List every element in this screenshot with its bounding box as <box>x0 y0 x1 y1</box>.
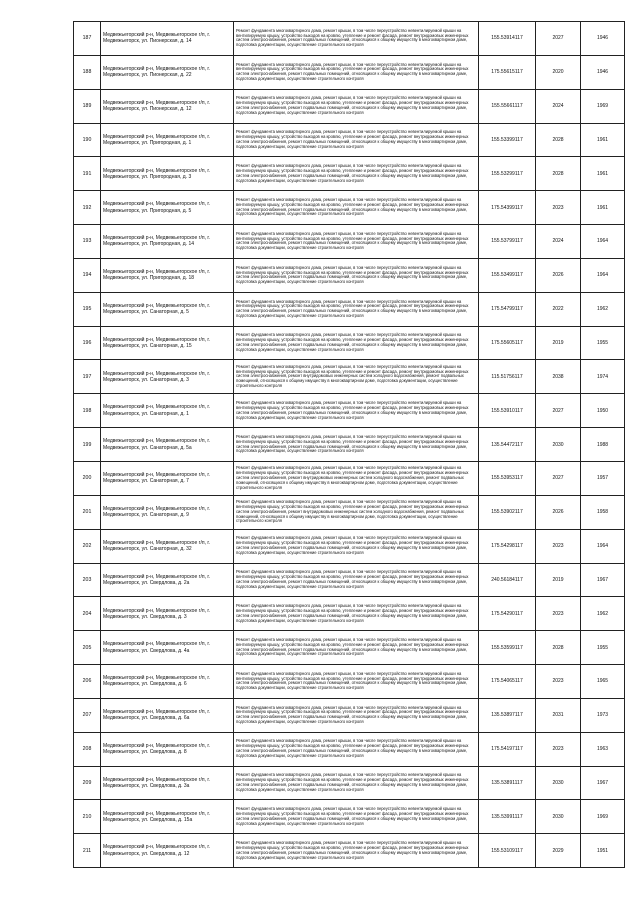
address-cell: Медвежьегорский р-н, Медвежьегорское г/п, г. Медвежьегорск, ул. Санаторная, д. 3 <box>101 360 234 394</box>
row-number: 198 <box>74 394 101 428</box>
planned-year-cell: 2038 <box>536 360 581 394</box>
built-year-cell: 1963 <box>581 732 625 766</box>
row-number: 200 <box>74 461 101 495</box>
cost-cell: 155.53953117 <box>479 461 536 495</box>
row-number: 208 <box>74 732 101 766</box>
planned-year-cell: 2019 <box>536 563 581 597</box>
works-cell: Ремонт фундамента многоквартирного дома, ремонт крыши, в том числе переустройство невентилируемой крыши на вентилируемую крышу, устройство выходов на кровлю, утепление и ремонт фасада, ремонт внутридомовых инженерных систем электроснабжения, ремонт подвальных помещений, относящихся к общему имуществу в многоквартирном доме, подготовка документации, осуществление строительного контроля <box>234 698 479 732</box>
cost-cell: 155.53399117 <box>479 123 536 157</box>
planned-year-cell: 2030 <box>536 428 581 462</box>
row-number: 192 <box>74 191 101 225</box>
address-cell: Медвежьегорский р-н, Медвежьегорское г/п, г. Медвежьегорск, ул. Свердлова, д. 3а <box>101 766 234 800</box>
table-row <box>74 529 625 563</box>
address-cell: Медвежьегорский р-н, Медвежьегорское г/п, г. Медвежьегорск, ул. Санаторная, д. 15 <box>101 326 234 360</box>
address-cell: Медвежьегорский р-н, Медвежьегорское г/п, г. Медвежьегорск, ул. Свердлова, д. 2а <box>101 563 234 597</box>
planned-year-cell: 2027 <box>536 22 581 56</box>
cost-cell: 155.53109117 <box>479 834 536 868</box>
works-cell: Ремонт фундамента многоквартирного дома, ремонт крыши, в том числе переустройство невентилируемой крыши на вентилируемую крышу, устройство выходов на кровлю, утепление и ремонт фасада, ремонт внутридомовых инженерных систем электроснабжения, ремонт подвальных помещений, относящихся к общему имуществу в многоквартирном доме, подготовка документации, осуществление строительного контроля <box>234 157 479 191</box>
row-number: 201 <box>74 495 101 529</box>
planned-year-cell: 2023 <box>536 665 581 699</box>
address-cell: Медвежьегорский р-н, Медвежьегорское г/п, г. Медвежьегорск, ул. Пионерская, д. 22 <box>101 55 234 89</box>
table-row <box>74 394 625 428</box>
planned-year-cell: 2029 <box>536 834 581 868</box>
planned-year-cell: 2031 <box>536 698 581 732</box>
row-number: 203 <box>74 563 101 597</box>
works-cell: Ремонт фундамента многоквартирного дома, ремонт крыши, в том числе переустройство невентилируемой крыши на вентилируемую крышу, устройство выходов на кровлю, утепление и ремонт фасада, ремонт внутридомовых инженерных систем электроснабжения, ремонт подвальных помещений, относящихся к общему имуществу в многоквартирном доме, подготовка документации, осуществление строительного контроля <box>234 834 479 868</box>
works-cell: Ремонт фундамента многоквартирного дома, ремонт крыши, в том числе переустройство невентилируемой крыши на вентилируемую крышу, устройство выходов на кровлю, утепление и ремонт фасада, ремонт внутридомовых инженерных систем электроснабжения, ремонт подвальных помещений, относящихся к общему имуществу в многоквартирном доме, подготовка документации, осуществление строительного контроля <box>234 22 479 56</box>
cost-cell: 115.51756117 <box>479 360 536 394</box>
planned-year-cell: 2023 <box>536 191 581 225</box>
works-cell: Ремонт фундамента многоквартирного дома, ремонт крыши, в том числе переустройство невентилируемой крыши на вентилируемую крышу, устройство выходов на кровлю, утепление и ремонт фасада, ремонт внутридомовых инженерных систем электроснабжения, ремонт подвальных помещений, относящихся к общему имуществу в многоквартирном доме, подготовка документации, осуществление строительного контроля <box>234 631 479 665</box>
cost-cell: 175.54298117 <box>479 529 536 563</box>
row-number: 189 <box>74 89 101 123</box>
cost-cell: 155.53599117 <box>479 631 536 665</box>
cost-cell: 175.54065117 <box>479 665 536 699</box>
built-year-cell: 1965 <box>581 665 625 699</box>
table-body <box>74 22 625 868</box>
built-year-cell: 1951 <box>581 834 625 868</box>
cost-cell: 155.53799117 <box>479 225 536 259</box>
built-year-cell: 1967 <box>581 766 625 800</box>
cost-cell: 155.53910117 <box>479 394 536 428</box>
address-cell: Медвежьегорский р-н, Медвежьегорское г/п, г. Медвежьегорск, ул. Санаторная, д. 9 <box>101 495 234 529</box>
row-number: 187 <box>74 22 101 56</box>
table-row <box>74 258 625 292</box>
address-cell: Медвежьегорский р-н, Медвежьегорское г/п, г. Медвежьегорск, ул. Свердлова, д. 8 <box>101 732 234 766</box>
planned-year-cell: 2030 <box>536 766 581 800</box>
built-year-cell: 1964 <box>581 529 625 563</box>
row-number: 209 <box>74 766 101 800</box>
cost-cell: 155.53914117 <box>479 22 536 56</box>
address-cell: Медвежьегорский р-н, Медвежьегорское г/п, г. Медвежьегорск, ул. Пионерская, д. 12 <box>101 89 234 123</box>
address-cell: Медвежьегорский р-н, Медвежьегорское г/п, г. Медвежьегорск, ул. Свердлова, д. 15а <box>101 800 234 834</box>
planned-year-cell: 2028 <box>536 631 581 665</box>
address-cell: Медвежьегорский р-н, Медвежьегорское г/п, г. Медвежьегорск, ул. Пригородная, д. 3 <box>101 157 234 191</box>
planned-year-cell: 2024 <box>536 89 581 123</box>
table-row <box>74 292 625 326</box>
cost-cell: 175.54399117 <box>479 191 536 225</box>
works-cell: Ремонт фундамента многоквартирного дома, ремонт крыши, в том числе переустройство невентилируемой крыши на вентилируемую крышу, устройство выходов на кровлю, утепление и ремонт фасада, ремонт внутридомовых инженерных систем электроснабжения, ремонт подвальных помещений, относящихся к общему имуществу в многоквартирном доме, подготовка документации, осуществление строительного контроля <box>234 55 479 89</box>
planned-year-cell: 2027 <box>536 394 581 428</box>
works-cell: Ремонт фундамента многоквартирного дома, ремонт крыши, в том числе переустройство невентилируемой крыши на вентилируемую крышу, устройство выходов на кровлю, утепление и ремонт фасада, ремонт внутридомовых инженерных систем электроснабжения, ремонт подвальных помещений, относящихся к общему имуществу в многоквартирном доме, подготовка документации, осуществление строительного контроля <box>234 89 479 123</box>
works-cell: Ремонт фундамента многоквартирного дома, ремонт крыши, в том числе переустройство невентилируемой крыши на вентилируемую крышу, устройство выходов на кровлю, утепление и ремонт фасада, ремонт внутридомовых инженерных систем электроснабжения, ремонт подвальных помещений, относящихся к общему имуществу в многоквартирном доме, подготовка документации, осуществление строительного контроля <box>234 428 479 462</box>
built-year-cell: 1961 <box>581 191 625 225</box>
planned-year-cell: 2023 <box>536 597 581 631</box>
cost-cell: 175.55605117 <box>479 326 536 360</box>
table-row <box>74 461 625 495</box>
cost-cell: 175.54799117 <box>479 292 536 326</box>
works-cell: Ремонт фундамента многоквартирного дома, ремонт крыши, в том числе переустройство невентилируемой крыши на вентилируемую крышу, устройство выходов на кровлю, утепление и ремонт фасада, ремонт внутридомовых инженерных систем электроснабжения, ремонт подвальных помещений, относящихся к общему имуществу в многоквартирном доме, подготовка документации, осуществление строительного контроля <box>234 292 479 326</box>
address-cell: Медвежьегорский р-н, Медвежьегорское г/п, г. Медвежьегорск, ул. Пригородная, д. 18 <box>101 258 234 292</box>
table-row <box>74 834 625 868</box>
table-row <box>74 225 625 259</box>
table-row <box>74 563 625 597</box>
works-cell: Ремонт фундамента многоквартирного дома, ремонт крыши, в том числе переустройство невентилируемой крыши на вентилируемую крышу, устройство выходов на кровлю, утепление и ремонт фасада, ремонт внутридомовых инженерных систем электроснабжения, ремонт подвальных помещений, относящихся к общему имуществу в многоквартирном доме, подготовка документации, осуществление строительного контроля <box>234 191 479 225</box>
cost-cell: 175.54197117 <box>479 732 536 766</box>
cost-cell: 155.55661117 <box>479 89 536 123</box>
works-cell: Ремонт фундамента многоквартирного дома, ремонт крыши, в том числе переустройство невентилируемой крыши на вентилируемую крышу, устройство выходов на кровлю, утепление и ремонт фасада, ремонт внутридомовых инженерных систем электроснабжения, ремонт подвальных помещений, относящихся к общему имуществу в многоквартирном доме, подготовка документации, осуществление строительного контроля <box>234 800 479 834</box>
repair-program-table <box>73 21 625 868</box>
address-cell: Медвежьегорский р-н, Медвежьегорское г/п, г. Медвежьегорск, ул. Свердлова, д. 6 <box>101 665 234 699</box>
built-year-cell: 1988 <box>581 428 625 462</box>
cost-cell: 175.55615117 <box>479 55 536 89</box>
works-cell: Ремонт фундамента многоквартирного дома, ремонт крыши, в том числе переустройство невентилируемой крыши на вентилируемую крышу, устройство выходов на кровлю, утепление и ремонт фасада, ремонт внутридомовых инженерных систем электроснабжения, ремонт подвальных помещений, относящихся к общему имуществу в многоквартирном доме, подготовка документации, осуществление строительного контроля <box>234 529 479 563</box>
planned-year-cell: 2027 <box>536 461 581 495</box>
row-number: 193 <box>74 225 101 259</box>
built-year-cell: 1961 <box>581 157 625 191</box>
built-year-cell: 1961 <box>581 123 625 157</box>
table-row <box>74 597 625 631</box>
document-page <box>73 21 625 868</box>
planned-year-cell: 2028 <box>536 123 581 157</box>
table-row <box>74 428 625 462</box>
built-year-cell: 1969 <box>581 800 625 834</box>
table-row <box>74 123 625 157</box>
row-number: 204 <box>74 597 101 631</box>
table-row <box>74 22 625 56</box>
works-cell: Ремонт фундамента многоквартирного дома, ремонт крыши, в том числе переустройство невентилируемой крыши на вентилируемую крышу, устройство выходов на кровлю, утепление и ремонт фасада, ремонт внутридомовых инженерных систем электроснабжения, ремонт подвальных помещений, относящихся к общему имуществу в многоквартирном доме, подготовка документации, осуществление строительного контроля <box>234 123 479 157</box>
built-year-cell: 1946 <box>581 22 625 56</box>
works-cell: Ремонт фундамента многоквартирного дома, ремонт крыши, в том числе переустройство невентилируемой крыши на вентилируемую крышу, устройство выходов на кровлю, утепление и ремонт фасада, ремонт внутридомовых инженерных систем электроснабжения, ремонт подвальных помещений, относящихся к общему имуществу в многоквартирном доме, подготовка документации, осуществление строительного контроля <box>234 665 479 699</box>
row-number: 206 <box>74 665 101 699</box>
cost-cell: 135.53991117 <box>479 800 536 834</box>
planned-year-cell: 2023 <box>536 529 581 563</box>
planned-year-cell: 2023 <box>536 732 581 766</box>
works-cell: Ремонт фундамента многоквартирного дома, ремонт крыши, в том числе переустройство невентилируемой крыши на вентилируемую крышу, устройство выходов на кровлю, утепление и ремонт фасада, ремонт внутридомовых инженерных систем электроснабжения, ремонт подвальных помещений, относящихся к общему имуществу в многоквартирном доме, подготовка документации, осуществление строительного контроля <box>234 732 479 766</box>
cost-cell: 135.53891117 <box>479 766 536 800</box>
built-year-cell: 1974 <box>581 360 625 394</box>
works-cell: Ремонт фундамента многоквартирного дома, ремонт крыши, в том числе переустройство невентилируемой крыши на вентилируемую крышу, устройство выходов на кровлю, утепление и ремонт фасада, ремонт внутридомовых инженерных систем электроснабжения, ремонт подвальных помещений, относящихся к общему имуществу в многоквартирном доме, подготовка документации, осуществление строительного контроля <box>234 258 479 292</box>
address-cell: Медвежьегорский р-н, Медвежьегорское г/п, г. Медвежьегорск, ул. Свердлова, д. 6а <box>101 698 234 732</box>
row-number: 211 <box>74 834 101 868</box>
built-year-cell: 1957 <box>581 461 625 495</box>
works-cell: Ремонт фундамента многоквартирного дома, ремонт крыши, в том числе переустройство невентилируемой крыши на вентилируемую крышу, устройство выходов на кровлю, утепление и ремонт фасада, ремонт внутридомовых инженерных систем электроснабжения, ремонт подвальных помещений, относящихся к общему имуществу в многоквартирном доме, подготовка документации, осуществление строительного контроля <box>234 563 479 597</box>
cost-cell: 135.54472117 <box>479 428 536 462</box>
cost-cell: 135.53897117 <box>479 698 536 732</box>
row-number: 202 <box>74 529 101 563</box>
address-cell: Медвежьегорский р-н, Медвежьегорское г/п, г. Медвежьегорск, ул. Пионерская, д. 14 <box>101 22 234 56</box>
table-row <box>74 55 625 89</box>
row-number: 190 <box>74 123 101 157</box>
table-row <box>74 326 625 360</box>
table-row <box>74 766 625 800</box>
works-cell: Ремонт фундамента многоквартирного дома, ремонт крыши, в том числе переустройство невентилируемой крыши на вентилируемую крышу, устройство выходов на кровлю, утепление и ремонт фасада, ремонт внутридомовых инженерных систем электроснабжения, ремонт подвальных помещений, относящихся к общему имуществу в многоквартирном доме, подготовка документации, осуществление строительного контроля <box>234 225 479 259</box>
planned-year-cell: 2028 <box>536 157 581 191</box>
planned-year-cell: 2030 <box>536 800 581 834</box>
row-number: 194 <box>74 258 101 292</box>
address-cell: Медвежьегорский р-н, Медвежьегорское г/п, г. Медвежьегорск, ул. Свердлова, д. 3 <box>101 597 234 631</box>
cost-cell: 155.53499117 <box>479 258 536 292</box>
address-cell: Медвежьегорский р-н, Медвежьегорское г/п, г. Медвежьегорск, ул. Санаторная, д. 5 <box>101 292 234 326</box>
row-number: 197 <box>74 360 101 394</box>
planned-year-cell: 2020 <box>536 55 581 89</box>
built-year-cell: 1973 <box>581 698 625 732</box>
table-row <box>74 360 625 394</box>
planned-year-cell: 2026 <box>536 258 581 292</box>
built-year-cell: 1962 <box>581 292 625 326</box>
works-cell: Ремонт фундамента многоквартирного дома, ремонт крыши, в том числе переустройство невентилируемой крыши на вентилируемую крышу, устройство выходов на кровлю, утепление и ремонт фасада, ремонт внутридомовых инженерных систем электроснабжения, ремонт внутридомовых инженерных систем холодного водоснабжения, ремонт подвальных помещений, относящихся к общему имуществу в многоквартирном доме, подготовка документации, осуществление строительного контроля <box>234 461 479 495</box>
built-year-cell: 1958 <box>581 495 625 529</box>
address-cell: Медвежьегорский р-н, Медвежьегорское г/п, г. Медвежьегорск, ул. Пригородная, д. 5 <box>101 191 234 225</box>
planned-year-cell: 2026 <box>536 495 581 529</box>
table-row <box>74 698 625 732</box>
planned-year-cell: 2024 <box>536 225 581 259</box>
works-cell: Ремонт фундамента многоквартирного дома, ремонт крыши, в том числе переустройство невентилируемой крыши на вентилируемую крышу, устройство выходов на кровлю, утепление и ремонт фасада, ремонт внутридомовых инженерных систем электроснабжения, ремонт внутридомовых инженерных систем холодного водоснабжения, ремонт подвальных помещений, относящихся к общему имуществу в многоквартирном доме, подготовка документации, осуществление строительного контроля <box>234 495 479 529</box>
table-row <box>74 157 625 191</box>
built-year-cell: 1967 <box>581 563 625 597</box>
planned-year-cell: 2022 <box>536 292 581 326</box>
table-row <box>74 89 625 123</box>
row-number: 195 <box>74 292 101 326</box>
planned-year-cell: 2019 <box>536 326 581 360</box>
table-row <box>74 800 625 834</box>
address-cell: Медвежьегорский р-н, Медвежьегорское г/п, г. Медвежьегорск, ул. Санаторная, д. 1 <box>101 394 234 428</box>
row-number: 210 <box>74 800 101 834</box>
address-cell: Медвежьегорский р-н, Медвежьегорское г/п, г. Медвежьегорск, ул. Пригородная, д. 14 <box>101 225 234 259</box>
row-number: 207 <box>74 698 101 732</box>
built-year-cell: 1955 <box>581 326 625 360</box>
built-year-cell: 1962 <box>581 597 625 631</box>
address-cell: Медвежьегорский р-н, Медвежьегорское г/п, г. Медвежьегорск, ул. Санаторная, д. 5а <box>101 428 234 462</box>
address-cell: Медвежьегорский р-н, Медвежьегорское г/п, г. Медвежьегорск, ул. Свердлова, д. 4а <box>101 631 234 665</box>
built-year-cell: 1964 <box>581 258 625 292</box>
built-year-cell: 1955 <box>581 631 625 665</box>
cost-cell: 240.56184117 <box>479 563 536 597</box>
built-year-cell: 1969 <box>581 89 625 123</box>
table-row <box>74 191 625 225</box>
built-year-cell: 1964 <box>581 225 625 259</box>
row-number: 199 <box>74 428 101 462</box>
works-cell: Ремонт фундамента многоквартирного дома, ремонт крыши, в том числе переустройство невентилируемой крыши на вентилируемую крышу, устройство выходов на кровлю, утепление и ремонт фасада, ремонт внутридомовых инженерных систем электроснабжения, ремонт подвальных помещений, относящихся к общему имуществу в многоквартирном доме, подготовка документации, осуществление строительного контроля <box>234 326 479 360</box>
row-number: 188 <box>74 55 101 89</box>
table-row <box>74 732 625 766</box>
built-year-cell: 1946 <box>581 55 625 89</box>
cost-cell: 155.53902117 <box>479 495 536 529</box>
works-cell: Ремонт фундамента многоквартирного дома, ремонт крыши, в том числе переустройство невентилируемой крыши на вентилируемую крышу, устройство выходов на кровлю, утепление и ремонт фасада, ремонт внутридомовых инженерных систем электроснабжения, ремонт подвальных помещений, относящихся к общему имуществу в многоквартирном доме, подготовка документации, осуществление строительного контроля <box>234 766 479 800</box>
table-row <box>74 495 625 529</box>
works-cell: Ремонт фундамента многоквартирного дома, ремонт крыши, в том числе переустройство невентилируемой крыши на вентилируемую крышу, устройство выходов на кровлю, утепление и ремонт фасада, ремонт внутридомовых инженерных систем электроснабжения, ремонт подвальных помещений, относящихся к общему имуществу в многоквартирном доме, подготовка документации, осуществление строительного контроля <box>234 394 479 428</box>
address-cell: Медвежьегорский р-н, Медвежьегорское г/п, г. Медвежьегорск, ул. Свердлова, д. 12 <box>101 834 234 868</box>
row-number: 205 <box>74 631 101 665</box>
cost-cell: 155.53299117 <box>479 157 536 191</box>
works-cell: Ремонт фундамента многоквартирного дома, ремонт крыши, в том числе переустройство невентилируемой крыши на вентилируемую крышу, устройство выходов на кровлю, утепление и ремонт фасада, ремонт внутридомовых инженерных систем электроснабжения, ремонт подвальных помещений, относящихся к общему имуществу в многоквартирном доме, подготовка документации, осуществление строительного контроля <box>234 597 479 631</box>
built-year-cell: 1950 <box>581 394 625 428</box>
address-cell: Медвежьегорский р-н, Медвежьегорское г/п, г. Медвежьегорск, ул. Пригородная, д. 1 <box>101 123 234 157</box>
cost-cell: 175.54290117 <box>479 597 536 631</box>
address-cell: Медвежьегорский р-н, Медвежьегорское г/п, г. Медвежьегорск, ул. Санаторная, д. 7 <box>101 461 234 495</box>
row-number: 191 <box>74 157 101 191</box>
row-number: 196 <box>74 326 101 360</box>
address-cell: Медвежьегорский р-н, Медвежьегорское г/п, г. Медвежьегорск, ул. Санаторная, д. 32 <box>101 529 234 563</box>
table-row <box>74 631 625 665</box>
works-cell: Ремонт фундамента многоквартирного дома, ремонт крыши, в том числе переустройство невентилируемой крыши на вентилируемую крышу, устройство выходов на кровлю, утепление и ремонт фасада, ремонт внутридомовых инженерных систем электроснабжения, ремонт внутридомовых инженерных систем холодного водоснабжения, ремонт подвальных помещений, относящихся к общему имуществу в многоквартирном доме, подготовка документации, осуществление строительного контроля <box>234 360 479 394</box>
table-row <box>74 665 625 699</box>
